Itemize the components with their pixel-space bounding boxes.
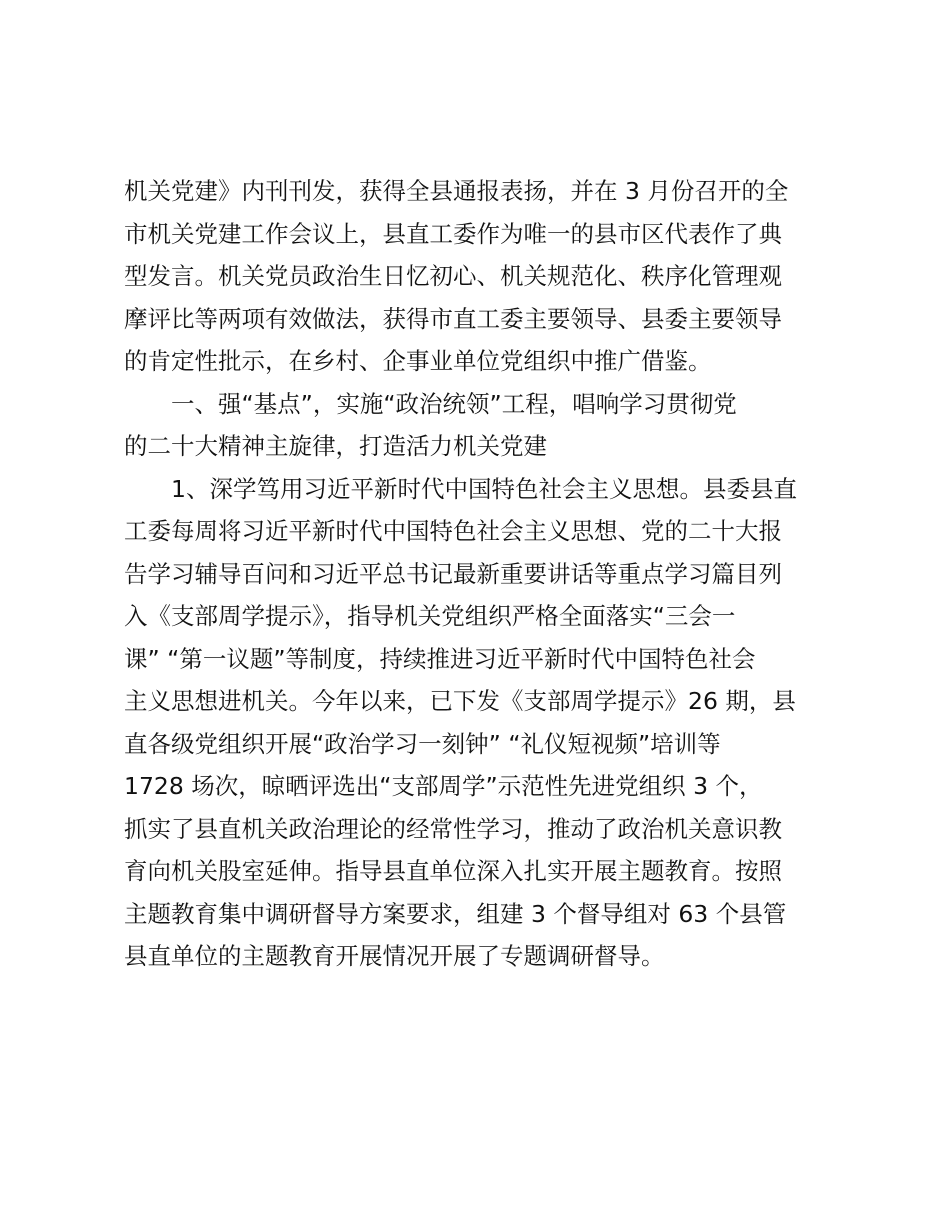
text-line: 入《支部周学提示》，指导机关党组织严格全面落实“三会一 bbox=[124, 602, 736, 630]
document-body bbox=[124, 170, 836, 978]
text-line: 告学习辅导百问和习近平总书记最新重要讲话等重点学习篇目列 bbox=[124, 559, 782, 588]
text-line: 机关党建》内刊刊发，获得全县通报表扬，并在 3 月份召开的全 bbox=[124, 177, 789, 205]
text-line: 型发言。机关党员政治生日忆初心、机关规范化、秩序化管理观 bbox=[124, 262, 782, 290]
text-line: 工委每周将习近平新时代中国特色社会主义思想、党的二十大报 bbox=[124, 517, 782, 545]
text-line: 的肯定性批示，在乡村、企事业单位党组织中推广借鉴。 bbox=[124, 347, 712, 375]
text-line: 抓实了县直机关政治理论的经常性学习，推动了政治机关意识教 bbox=[124, 814, 782, 843]
text-line: 直各级党组织开展“政治学习一刻钟” “礼仪短视频”培训等 bbox=[124, 729, 721, 758]
text-line: 主义思想进机关。今年以来，已下发《支部周学提示》26 期，县 bbox=[124, 687, 796, 715]
text-line: 市机关党建工作会议上，县直工委作为唯一的县市区代表作了典 bbox=[124, 219, 782, 248]
text-line: 1728 场次，晾晒评选出“支部周学”示范性先进党组织 3 个， bbox=[124, 772, 763, 800]
text-line: 1、深学笃用习近平新时代中国特色社会主义思想。县委县直 bbox=[171, 474, 797, 503]
text-line: 摩评比等两项有效做法，获得市直工委主要领导、县委主要领导 bbox=[124, 304, 782, 333]
text-line: 课” “第一议题”等制度，持续推进习近平新时代中国特色社会 bbox=[124, 644, 756, 673]
section-heading-line: 的二十大精神主旋律，打造活力机关党建 bbox=[124, 432, 547, 460]
section-heading-line: 一、强“基点”，实施“政治统领”工程，唱响学习贯彻党 bbox=[171, 389, 737, 418]
text-line: 主题教育集中调研督导方案要求，组建 3 个督导组对 63 个县管 bbox=[124, 899, 787, 928]
text-line: 县直单位的主题教育开展情况开展了专题调研督导。 bbox=[124, 942, 665, 970]
text-line: 育向机关股室延伸。指导县直单位深入扎实开展主题教育。按照 bbox=[124, 857, 782, 885]
